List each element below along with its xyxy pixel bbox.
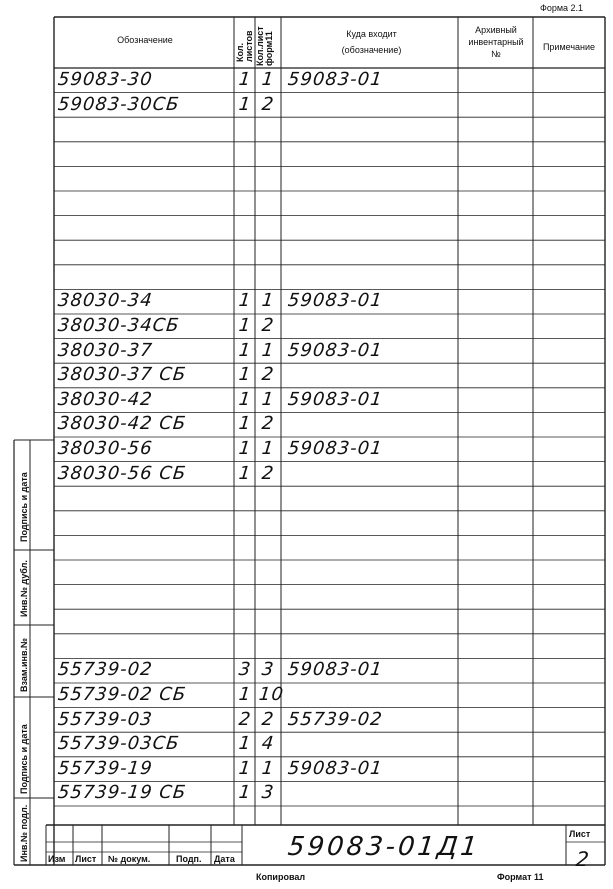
row-format-count: 10	[257, 684, 286, 705]
row-sheets-count: 1	[237, 757, 253, 779]
row-sheets-count: 1	[237, 93, 253, 115]
header-note: Примечание	[542, 42, 596, 52]
row-format-count: 1	[260, 757, 276, 779]
side-label-dup-inv-no: Инв.№ дубл.	[19, 560, 29, 617]
row-format-count: 2	[260, 315, 276, 336]
row-format-count: 3	[260, 659, 276, 681]
row-designation: 38030-37	[56, 339, 154, 361]
row-designation: 38030-34	[56, 290, 154, 312]
row-designation: 55739-19 СБ	[56, 782, 188, 804]
form-label: Форма 2.1	[540, 3, 584, 13]
row-where-used: 59083-01	[286, 339, 384, 361]
document-code: 59083-01Д1	[286, 832, 482, 862]
header-sheets-count-1: Кол.	[235, 43, 245, 62]
side-label-signature-date-2: Подпись и дата	[19, 724, 29, 794]
row-sheets-count: 1	[237, 364, 253, 386]
row-format-count: 3	[260, 782, 276, 804]
row-where-used: 59083-01	[286, 69, 384, 90]
row-designation: 38030-56 СБ	[56, 462, 188, 484]
title-block-date: Дата	[214, 854, 235, 864]
row-sheets-count: 1	[237, 290, 253, 312]
title-block-signature: Подп.	[176, 854, 202, 864]
row-format-count: 1	[260, 69, 276, 90]
header-archive-1: Архивный	[475, 25, 517, 35]
row-where-used: 59083-01	[286, 757, 384, 779]
row-format-count: 2	[260, 93, 276, 115]
row-where-used: 55739-02	[286, 708, 384, 730]
row-sheets-count: 1	[237, 388, 253, 410]
row-sheets-count: 1	[237, 413, 253, 435]
header-sheets-count-2: листов	[244, 30, 254, 62]
row-format-count: 2	[260, 364, 276, 386]
sheet-label: Лист	[569, 829, 591, 839]
side-label-replace-inv-no: Взам.инв.№	[19, 637, 29, 692]
header-where-used-2: (обозначение)	[341, 45, 402, 55]
row-designation: 59083-30СБ	[56, 93, 181, 115]
row-where-used: 59083-01	[286, 438, 384, 459]
row-format-count: 2	[260, 413, 276, 435]
row-sheets-count: 3	[237, 659, 253, 681]
row-sheets-count: 1	[237, 315, 253, 336]
row-where-used: 59083-01	[286, 388, 384, 410]
row-designation: 55739-02 СБ	[56, 684, 188, 705]
row-designation: 55739-03СБ	[56, 733, 181, 755]
row-sheets-count: 1	[237, 438, 253, 459]
row-sheets-count: 1	[237, 733, 253, 755]
row-sheets-count: 1	[237, 69, 253, 90]
header-designation: Обозначение	[117, 35, 173, 45]
sheet-number: 2	[574, 847, 591, 871]
row-format-count: 1	[260, 290, 276, 312]
row-designation: 55739-03	[56, 708, 154, 730]
row-format-count: 1	[260, 438, 276, 459]
row-designation: 59083-30	[56, 69, 154, 90]
header-format-count-2: форм11	[264, 31, 274, 66]
row-designation: 55739-02	[56, 659, 154, 681]
header-where-used-1: Куда входит	[346, 29, 397, 39]
row-designation: 38030-34СБ	[56, 315, 181, 336]
title-block-doc-no: № докум.	[108, 854, 151, 864]
row-sheets-count: 1	[237, 339, 253, 361]
row-format-count: 1	[260, 339, 276, 361]
header-archive-3: №	[491, 49, 501, 59]
header-archive	[460, 24, 532, 60]
row-designation: 38030-42	[56, 388, 154, 410]
row-sheets-count: 1	[237, 684, 253, 705]
row-sheets-count: 1	[237, 462, 253, 484]
header-archive-2: инвентарный	[468, 37, 524, 47]
row-sheets-count: 2	[237, 708, 253, 730]
footer-format: Формат 11	[497, 872, 544, 882]
row-designation: 55739-19	[56, 757, 154, 779]
footer-copied: Копировал	[256, 872, 306, 882]
header-format-count-1: Кол.лист	[255, 26, 265, 66]
row-where-used: 59083-01	[286, 290, 384, 312]
row-designation: 38030-42 СБ	[56, 413, 188, 435]
row-format-count: 2	[260, 708, 276, 730]
row-where-used: 59083-01	[286, 659, 384, 681]
row-format-count: 1	[260, 388, 276, 410]
row-designation: 38030-37 СБ	[56, 364, 188, 386]
side-label-orig-inv-no: Инв.№ подл.	[19, 804, 29, 862]
row-designation: 38030-56	[56, 438, 154, 459]
title-block-change: Изм	[48, 854, 66, 864]
row-format-count: 4	[260, 733, 276, 755]
title-block-sheet: Лист	[75, 854, 97, 864]
row-format-count: 2	[260, 462, 276, 484]
row-sheets-count: 1	[237, 782, 253, 804]
header-where-used	[285, 28, 458, 56]
side-label-signature-date-1: Подпись и дата	[19, 472, 29, 542]
